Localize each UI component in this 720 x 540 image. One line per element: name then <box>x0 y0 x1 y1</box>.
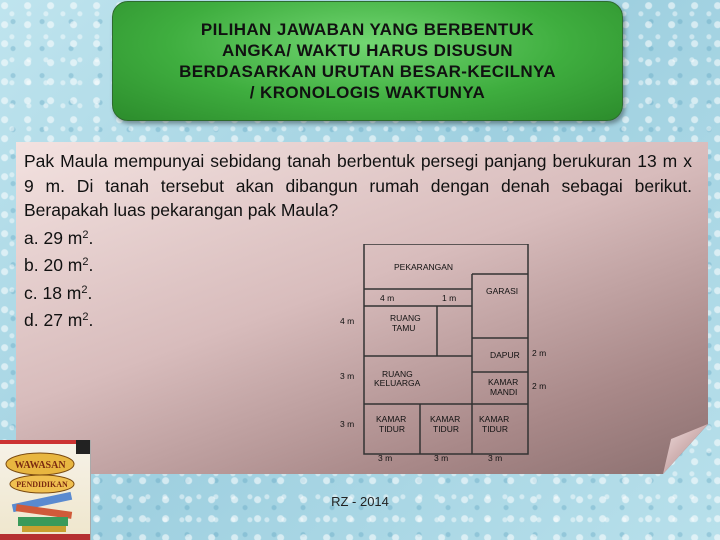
label-kamar-tidur-2b: TIDUR <box>433 424 459 434</box>
footer-credit: RZ - 2014 <box>331 494 389 509</box>
label-dapur: DAPUR <box>490 350 520 360</box>
option-c[interactable]: c. 18 $m^2$. <box>24 282 93 303</box>
dim-right-2m-b: 2 m <box>532 381 547 391</box>
label-garasi: GARASI <box>486 286 519 296</box>
book-title-1: WAWASAN <box>14 460 66 471</box>
label-ruang-keluarga-1: RUANG <box>382 369 413 379</box>
dim-bottom-3m-2: 3 m <box>434 453 449 463</box>
label-ruang-tamu-1: RUANG <box>390 313 421 323</box>
dim-left-3m-a: 3 m <box>340 371 355 381</box>
dim-top-1m: 1 m <box>442 293 457 303</box>
label-ruang-tamu-2: TAMU <box>392 323 416 333</box>
label-kamar-tidur-2a: KAMAR <box>430 414 461 424</box>
question-text: Pak Maula mempunyai sebidang tanah berbentuk persegi panjang berukuran 13 m x 9 m. Di tanah tersebut akan dibangun rumah dengan denah sebagai berikut. Berapakah luas pekarangan pak Maula? <box>24 151 692 220</box>
dim-right-2m-a: 2 m <box>532 348 547 358</box>
book-cover-art <box>0 440 90 540</box>
title-banner <box>112 1 623 121</box>
dim-left-4m: 4 m <box>340 316 355 326</box>
dim-bottom-3m-1: 3 m <box>378 453 393 463</box>
option-a[interactable]: a. 29 $m^2$. <box>24 227 94 248</box>
label-kamar-tidur-1a: KAMAR <box>376 414 407 424</box>
label-kamar-tidur-3b: TIDUR <box>482 424 508 434</box>
book-title-2: PENDIDIKAN <box>16 480 68 489</box>
dim-bottom-3m-3: 3 m <box>488 453 503 463</box>
dim-left-3m-b: 3 m <box>340 419 355 429</box>
floor-plan-diagram <box>330 244 570 464</box>
label-ruang-keluarga-2: KELUARGA <box>374 378 421 388</box>
option-d[interactable]: d. 27 $m^2$. <box>24 310 94 330</box>
book-cover-image <box>0 440 91 540</box>
label-pekarangan: PEKARANGAN <box>394 262 454 272</box>
option-b[interactable]: b. 20 $m^2$. <box>24 255 94 275</box>
label-kamar-mandi-2: MANDI <box>490 387 518 397</box>
dim-top-4m: 4 m <box>380 293 395 303</box>
label-kamar-tidur-3a: KAMAR <box>479 414 510 424</box>
slide-title: PILIHAN JAWABAN YANG BERBENTUK ANGKA/ WAKTU HARUS DISUSUN BERDASARKAN URUTAN BESAR-KECILNYA / KRONOLOGIS WAKTUNYA <box>179 20 556 102</box>
label-kamar-mandi-1: KAMAR <box>488 377 519 387</box>
label-kamar-tidur-1b: TIDUR <box>379 424 405 434</box>
